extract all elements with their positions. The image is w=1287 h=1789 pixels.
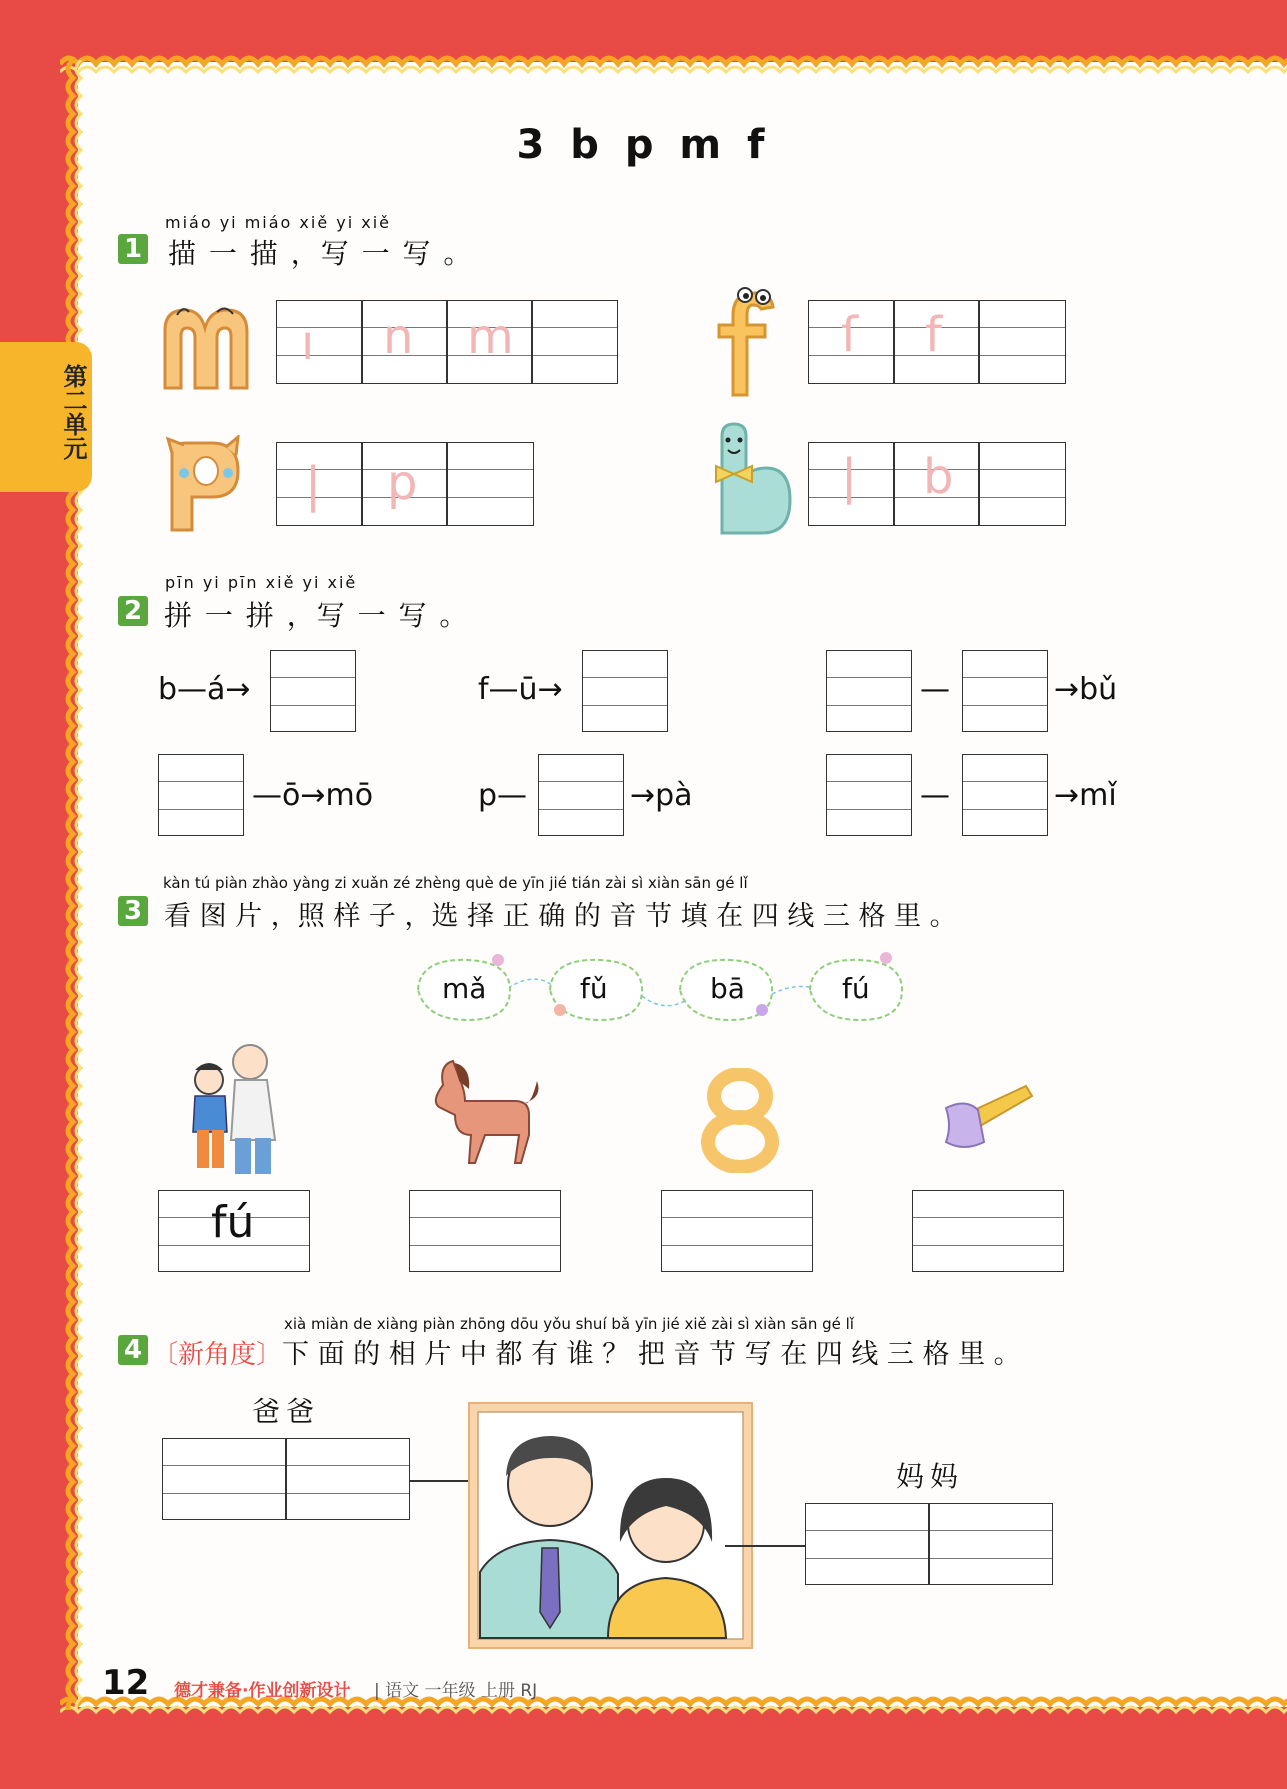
footer-brand: 德才兼备·作业创新设计 [174,1681,351,1701]
letter-m-cartoon-icon [155,300,255,395]
q3-answer-grid-1[interactable] [158,1190,310,1272]
trace-grid-p[interactable] [276,442,534,526]
page-title: 3 b p m f [516,122,771,168]
horse-picture [425,1055,545,1170]
trace-grid-f[interactable] [808,300,1066,384]
grandpa-and-boy-picture [185,1040,285,1180]
unit-side-tab [0,342,92,492]
q2-answer-box-4[interactable] [962,650,1048,732]
q2-item-mo: —ō→mō [252,778,374,813]
trace-b-1: | [841,449,858,505]
option-fu3: fǔ [580,972,608,1005]
q1-pinyin: miáo yi miáo xiě yi xiě [165,213,392,232]
q2-instruction: 拼 一 拼 ，写 一 写 。 [164,599,470,632]
option-fu2: fú [842,972,870,1005]
q2-number: 2 [118,596,148,626]
axe-picture [940,1082,1035,1164]
q3-pinyin: kàn tú piàn zhào yàng zi xuǎn zé zhèng què de yīn jié tián zài sì xiàn sān gé lǐ [163,874,748,892]
label-mom: 妈妈 [896,1460,965,1493]
q3-number: 3 [118,896,148,926]
q2-item-ba: b—á→ [158,672,251,707]
q2-result-bu: →bǔ [1054,672,1118,707]
q4-tag: 〔新角度〕 [152,1340,283,1370]
q4-pinyin: xià miàn de xiàng piàn zhōng dōu yǒu shuí bǎ yīn jié xiě zài sì xiàn sān gé lǐ [284,1315,854,1333]
option-ma: mǎ [442,972,487,1005]
footer-meta: | 语文 一年级 上册 RJ [374,1681,538,1701]
q2-answer-box-8[interactable] [962,754,1048,836]
q3-instruction: 看 图 片 ，照 样 子 ，选 择 正 确 的 音 节 填 在 四 线 三 格 里 。 [164,901,957,932]
page-number: 12 [102,1663,150,1703]
q4-answer-grid-mom[interactable] [805,1503,1053,1585]
q4-number: 4 [118,1335,148,1365]
q3-example-answer: fú [211,1197,255,1248]
letter-f-cartoon-icon [705,285,780,400]
q4-instruction: 下 面 的 相 片 中 都 有 谁 ？ 把 音 节 写 在 四 线 三 格 里 。 [282,1339,1021,1370]
q2-answer-box-6[interactable] [538,754,624,836]
trace-f-1: ſ [841,307,858,363]
option-ba: bā [710,972,745,1005]
q4-answer-grid-dad[interactable] [162,1438,410,1520]
q2-answer-box-3[interactable] [826,650,912,732]
letter-p-cartoon-icon [160,435,245,535]
trace-m-3: m [467,309,514,365]
label-dad: 爸爸 [252,1395,321,1428]
q2-result-mi: →mǐ [1054,778,1117,813]
q2-dash-1: — [920,672,950,707]
q3-answer-grid-4[interactable] [912,1190,1064,1272]
q3-answer-grid-3[interactable] [661,1190,813,1272]
trace-m-1: ı [301,315,315,371]
q2-answer-box-2[interactable] [582,650,668,732]
family-photo [468,1402,753,1649]
trace-p-1: | [305,457,322,513]
q2-answer-box-5[interactable] [158,754,244,836]
connector-line-mom [725,1545,805,1547]
top-wave-border [60,40,1287,90]
q1-instruction: 描 一 描 ，写 一 写 。 [168,237,474,270]
q1-number: 1 [118,234,148,264]
trace-b-2: b [923,449,954,505]
unit-side-tab-label: 第二单元 [59,364,87,460]
trace-grid-b[interactable] [808,442,1066,526]
q2-dash-2: — [920,778,950,813]
q2-answer-box-1[interactable] [270,650,356,732]
left-wave-border [55,60,95,1710]
q2-item-p: p— [478,778,528,813]
q3-answer-grid-2[interactable] [409,1190,561,1272]
q2-answer-box-7[interactable] [826,754,912,836]
trace-f-2: f [925,307,942,363]
number-eight-picture [700,1068,780,1173]
trace-m-2: n [383,309,414,365]
letter-b-cartoon-icon [710,418,795,540]
trace-p-2: p [387,455,418,511]
trace-grid-m[interactable] [276,300,618,384]
q2-item-fu: f—ū→ [478,672,563,707]
q2-result-pa: →pà [630,778,693,813]
q2-pinyin: pīn yi pīn xiě yi xiě [165,573,358,592]
